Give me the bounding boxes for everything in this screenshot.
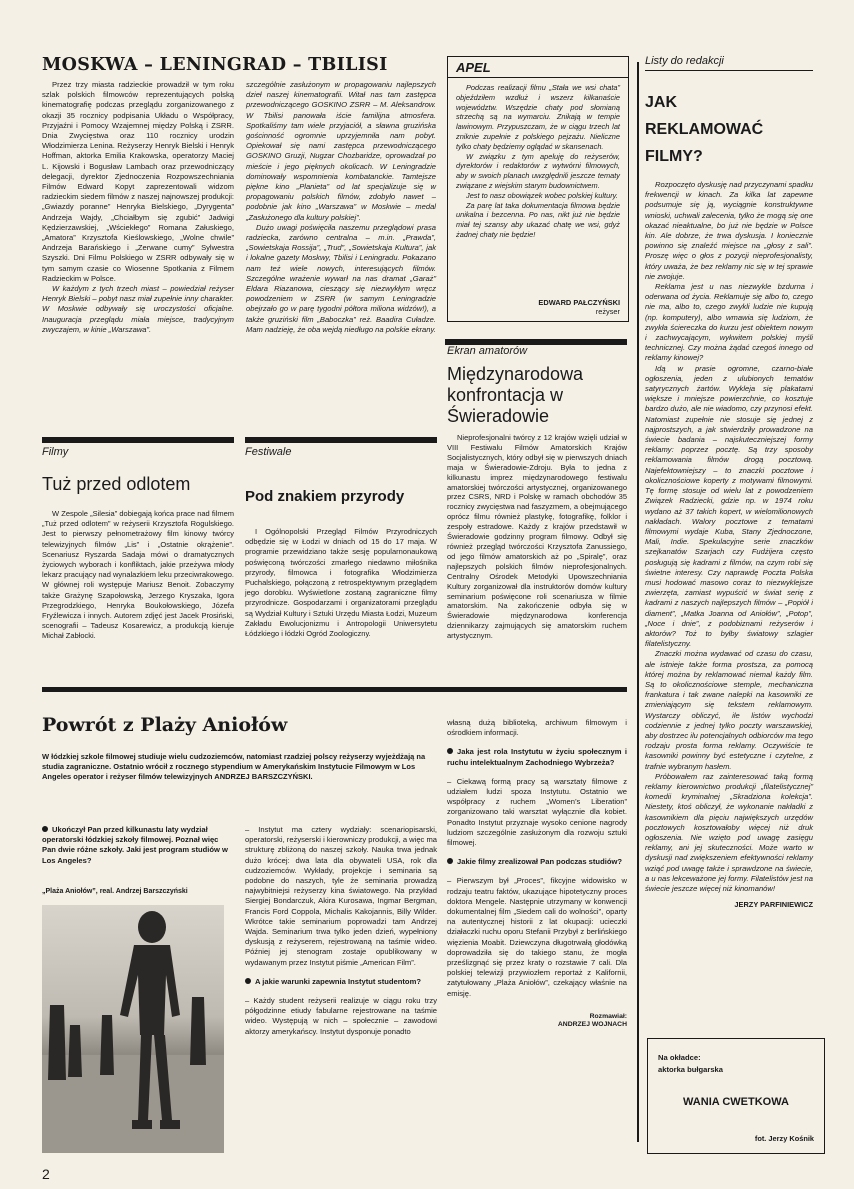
apel-sig-name: EDWARD PAŁCZYŃSKI (538, 298, 620, 307)
listy-body (645, 180, 813, 894)
moskwa-article (42, 55, 436, 335)
festiwale-title: Pod znakiem przyrody (245, 488, 405, 505)
powrot-col-3 (447, 718, 627, 1030)
filmy-title: Tuż przed odlotem (42, 474, 191, 494)
moskwa-col-2 (246, 80, 436, 335)
festiwale-para: I Ogólnopolski Przegląd Filmów Przyrodniczych odbędzie się w Łodzi w dniach od 15 do 17 maja. W programie przewidziano także sesję popularnonaukową poświęconą twórczości zmarłego niedawno miłośnika przyrody, filmowca i fotografika Włodzimierza Puchalskiego, połączoną z retrospektywnym przeglądem jego dorobku. Wyświetlone zostaną zagraniczne filmy przyrodnicze. Gospodarzami i organizatorami przeglądu są Wydział Kultury i Sztuki Urzędu Miasta Łodzi, Muzeum Zakładu Ewolucjonizmu i Antropologii Uniwersytetu Łódzkiego i łódzki Ogród Zoologiczny. (245, 527, 437, 639)
listy-para: Reklama jest u nas niezwykle bzdurna i oderwana od życia. Reklamuje się albo to, czego nie ma, albo to, czego zwykli ludzie nie kupują (np. komputery), albo wmawia się ludziom, że zwykła ściereczka do kurzu jest obiektem nowym i zachwycającym, wykwitem polskiej myśli technicznej. Czy można żądać czegoś innego od reklamy kinowej? (645, 282, 813, 363)
powrot-q1: Ukończył Pan przed kilkunastu laty wydział operatorski łódzkiej szkoły filmowej. Poznał więc Pan dwie różne szkoły. Jaki jest program studiów w Los Angeles? (42, 825, 228, 865)
powrot-header (42, 714, 442, 783)
festiwale-rule (245, 437, 437, 443)
listy-kicker: Listy do redakcji (645, 55, 724, 67)
powrot-answer: – Każdy student reżyserii realizuje w ciągu roku trzy półgodzinne etiudy fabularne rejestrowane na taśmie wideo. Występują w nich – społecznie – zawodowi aktorzy amerykańscy. Instytut dysponuje ponadto (245, 996, 437, 1036)
powrot-answer: – Ciekawą formą pracy są warsztaty filmowe z udziałem ludzi spoza Instytutu. Ostatnio we współpracy z ruchem „Women’s Liberation” zorganizowano taki warsztat wyłącznie dla kobiet. Ponadto Instytut przyznaje wysoko cenione nagrody ludziom szczególnie zasłużonym dla rozwoju sztuki filmowej. (447, 776, 627, 848)
apel-title: APEL (448, 57, 628, 78)
powrot-col-2 (245, 825, 437, 1037)
moskwa-title: MOSKWA – LENINGRAD – TBILISI (42, 55, 388, 75)
listy-para: Rozpoczęto dyskusję nad przyczynami spadku frekwencji w kinach. Za kilka lat zapewne podsumuje się ją, wyciągnie konstruktywne wnioski, uchwali zalecenia, tylko że mogą się one okazać nieaktualne, bo już nie będzie w Polsce kin. Ale dobrze, że trwa dyskusja. I koniecznie powinno się znaleźć miejsce na „głosy z sali”. Proszę więc o głos z pozycji nieprofesjonalisty, który uważa, że bez reklamy nic się w tej sprawie nie zwojuje. (645, 180, 813, 281)
section-divider (42, 687, 627, 692)
listy-para: Próbowałem raz zainteresować taką formą reklamy kierownictwo produkcji „filatelistycznej” komedii kryminalnej „Skradziona kolekcja”. Niestety, ktoś obliczył, że wykonanie nakładki z kasownikiem dla pięciu największych urzędów pocztowych kosztowałoby więcej niż druk ogłoszenia. Nie wzięto pod uwagę zasięgu reklamy, ani jej skuteczności. Może warto w dyskusji nad zwiększeniem efektywności reklamy wziąć pod uwagę także i sprawdzone na świecie, a u nas lekceważone jej formy. Filatelistów jest na świecie jeszcze więcej niż kinomanów! (645, 771, 813, 894)
ekran-para: Nieprofesjonalni twórcy z 12 krajów wzięli udział w VIII Festiwalu Filmów Amatorskich Krajów Socjalistycznych, który odbył się w pierwszych dniach maja w Świeradowie-Zdroju. Była to jedna z kilkunastu imprez międzynarodowego festiwalu amatorskiej twórczości artystycznej, organizowanego przez CSRS, NRD i Polskę w ramach obchodów 35 rocznicy zwycięstwa nad faszyzmem, a obejmującego oprócz filmu również plastykę, fotografikę, folklor i zespoły estradowe. Każdy z krajów przedstawił w Świeradowie godzinny program filmowy. Odbył się również przegląd twórczości Krzysztofa Zanussiego, od jego filmów amatorskich aż po „Spiralę”, oraz najlepszych polskich filmów nieprofesjonalnych. Centralny Ośrodek Metodyki Upowszechniania Kultury zorganizował dla instruktorów domów kultury seminarium poświęcone roli scenariusza w filmie amatorskim. Na zakończenie odbyła się w Świeradowie międzynarodowa konferencja dziennikarzy zajmujących się amatorskim ruchem artystycznym. (447, 433, 627, 641)
powrot-question (447, 857, 627, 867)
bullet-icon (42, 826, 48, 832)
filmy-kicker: Filmy (42, 446, 69, 458)
filmy-article (42, 446, 234, 642)
moskwa-col-1 (42, 80, 234, 335)
apel-sig-role: reżyser (595, 307, 620, 316)
bullet-icon (245, 978, 251, 984)
bullet-icon (447, 748, 453, 754)
moskwa-para: Dużo uwagi poświęciła naszemu przeglądowi prasa radziecka, zarówno centralna – m.in. „Prawda”, „Sowietskaja Rossija”, „Trud”, „Sowietskaja Kultura”, jak i lokalne gazety Moskwy, Tbilisi i Leningradu. Pokazano nam też wiele nowych, interesujących filmów. Szczególne wrażenie wywarł na nas dramat „Garaż” Eldara Riazanowa, cieszący się niezwykłym wręcz powodzeniem w ZSRR (w samym Leningradzie obejrzało go w parę tygodni półtora miliona widzów!), a także gruziński film „Baboczka” reż. Baadira Cuładze. Mam nadzieję, że oba wejdą niedługo na polskie ekrany. (246, 222, 436, 334)
listy-title: JAK REKLAMOWAĆ FILMY? (645, 94, 764, 165)
moskwa-para: Przez trzy miasta radzieckie prowadził w tym roku szlak polskich filmowców reprezentujących polską kinematografię podczas przeglądu zorganizowanego z okazji 35 rocznicy podpisania Układu o Współpracy, Przyjaźni i Pomocy Wzajemnej między Polską i ZSRR. Dnia Zwycięstwa oraz 110 rocznicy urodzin Włodzimierza Lenina. Reżyserzy Henryk Bielski i Henryk Hoffman, aktorka Emilia Krakowska, operatorzy Maciej L. Kijowski i Bogusław Lambach oraz przewodniczący delegacji, dyrektor Zjednoczenia Rozpowszechniania Filmów Edward Kopyt zaprezentowali widzom radzieckim siedem filmów z naszej najnowszej produkcji: „Gwiazdy poranne” Henryka Bielskiego, „Dyrygenta” Andrzeja Wajdy, „Chciałbym się zgubić” Jadwigi Kędzierzawskiej, „Wściekłego” Romana Załuskiego, „Amatora” Krzysztofa Kieślowskiego, „Wolne chwile” Andrzeja Barańskiego i „Zerwane cumy” Sylwestra Szyszki. Dni Filmu Polskiego w ZSRR odbywały się w tym samym czasie co Wiosenne Spotkania z Filmem Radzieckim w Polsce. (42, 80, 234, 283)
powrot-sig-label: Rozmawiał: (589, 1012, 627, 1020)
bullet-icon (447, 858, 453, 864)
listy-para: Idą w prasie ogromne, czarno-białe ogłoszenia, jeden z ulubionych tematów satyrycznych żartów. Wykleja się plakatami większe i mniejsze powierzchnie, co kosztuje bardzo dużo, ale nie wiadomo, czy przynosi efekt. Natomiast zupełnie nie stosuje się jednej z najprostszych, a jak stwierdziły prowadzone na świecie badania – najskuteczniejszej formy reklamy: poprzez pocztę. Są trzy sposoby reklamowania filmów drogą pocztową. Najefektowniejszy – to znaczki pocztowe i okolicznościowe koperty z motywami filmowymi. Tę formę stosuje od wielu lat z powodzeniem Związek Radziecki, gdzie np. w 1974 roku wydano aż 37 takich kopert, w wielomilionowych nakładach. Walory pocztowe z tematami filmowymi wydaje Kuba, Stany Zjednoczone, Mali, Indie. Spekulacyjne serie znaczków szejkanatów Szarjach czy Fudżijera często posługują się kadrami z filmów, na czym robi się świetne interesy. Czy naprawdę Poczta Polska musi hodować masowo coraz to niezwyklejsze zwierzęta, zamiast wypuścić w świat serię z kadrami z naszych najlepszych filmów – „Popiół i diament”, „Matka Joanna od Aniołów”, „Potop”, „Noce i dnie”, z podobiznami reżyserów i aktorów? Toż to byłby światowy szlagier filatelistyczny. (645, 363, 813, 649)
powrot-question (42, 825, 232, 866)
cover-role: aktorka bułgarska (658, 1065, 723, 1074)
powrot-q2: A jakie warunki zapewnia Instytut studentom? (255, 976, 421, 986)
filmy-rule (42, 437, 234, 443)
ekran-article (447, 345, 627, 641)
powrot-q4: Jakie filmy zrealizował Pan podczas studiów? (457, 857, 623, 867)
listy-signature: JERZY PARFINIEWICZ (734, 900, 813, 910)
listy-article (645, 55, 813, 909)
listy-rule (645, 70, 813, 71)
apel-para: Jest to nasz obowiązek wobec polskiej kultury. (466, 190, 618, 200)
cover-name: WANIA CWETKOWA (683, 1096, 789, 1108)
powrot-answer: – Pierwszym był „Proces”, fikcyjne widowisko w rodzaju teatru faktów, ukazujące hipotetyczny proces doktora Mengele. Następnie utrzymany w konwencji dokumentalnej film „Siedem cali do wolności”, oparty na autentycznej historii z lat okupacji: ucieczki działaczki ruchu oporu Stefanii Przybył z berlińskiego więzienia Moabit. Dziewczyna długotrwałą głodówką doprowadziła się do takiego stanu, że mogła prześlizgnąć się przez kraty o rozstawie 7 cali. Dla polskiej telewizji przywiozłem reportaż z Kalifornii, zatytułowany „Plaża Aniołów”, czekający właśnie na emisję. (447, 876, 627, 998)
moskwa-para: szczególnie zasłużonym w propagowaniu najlepszych dzieł naszej kinematografii. Witał nas tam zastępca przewodniczącego GOSKINO ZSRR – M. Aleksandrow. W Tbilisi panowała iście familijna atmosfera. Spotkaliśmy tam wiele przyjaciół, a sławna gruzińska gościnność ogromnie uprzyjemniła nam pobyt. Opiekował się nami zastępca przewodniczącego GOSKINO Gruzji, Nugzar Chozbaridze, oprowadzał po mieście i jego pięknych okolicach. W Leningradzie dominowały wspomnienia kombatanckie. Tamtejsze piękne kino „Planieta” od lat specjalizuje się w propagowaniu polskich filmów, zdobyło nawet – podobnie jak kino „Warszawa” w Moskwie – medal „Zasłużonego dla kultury polskiej”. (246, 80, 436, 222)
filmy-para: W Zespole „Silesia” dobiegają końca prace nad filmem „Tuż przed odlotem” w reżyserii Krzysztofa Rogulskiego. Jest to pierwszy pełnometrażowy film kinowy twórcy telewizyjnych filmów „Lis” i „Ostatnie okrążenie”. Scenariusz Ryszarda Sadaja mówi o dramatycznych życiowych wyborach i konfliktach, jakie przeżywa młody lekarz pracujący nad wynalazkiem leku przeciwrakowego. W głównej roli występuje Mariusz Benoit. Zobaczymy także Grażynę Szapołowską, Jerzego Kryszaka, Igora Przegrodzkiego, Henryka Boukołowskiego, Józefa Fryźlewicza i innych. Autorem zdjęć jest Jacek Prosiński, scenografii – Tadeusz Kosarewicz, a produkcją kieruje Michał Zabłocki. (42, 509, 234, 641)
powrot-answer: własną dużą biblioteką, archiwum filmowym i ośrodkiem informacji. (447, 718, 627, 738)
ekran-kicker: Ekran amatorów (447, 345, 528, 357)
page-number: 2 (42, 1166, 50, 1182)
powrot-col-1 (42, 825, 232, 895)
photo-caption: „Plaża Aniołów”, real. Andrzej Barszczyński (42, 887, 188, 895)
ekran-body (447, 433, 627, 641)
powrot-q3: Jaka jest rola Instytutu w życiu społecznym i ruchu intelektualnym Zachodniego Wybrzeża? (447, 747, 627, 767)
cover-label: Na okładce: (658, 1053, 701, 1062)
moskwa-para: W każdym z tych trzech miast – powiedział reżyser Henryk Bielski – pobyt nasz miał zupełnie inny charakter. W Moskwie odbywały się uroczystości oficjalne. Inauguracja przeglądu miała miejsce, tradycyjnym zwyczajem, w kinie „Warszawa”. (42, 284, 234, 334)
cover-credit: fot. Jerzy Kośnik (754, 1134, 814, 1143)
festiwale-article (245, 446, 437, 639)
powrot-question (447, 747, 627, 767)
apel-box (447, 56, 629, 322)
listy-side-rule (637, 62, 639, 1142)
apel-para: Za parę lat taka dokumentacja filmowa będzie unikalna i bezcenna. Po nas, nikt już nie będzie miał tej szansy aby ukazać chatę we wsi, gdyż żadnej chaty nie będzie! (456, 200, 620, 239)
powrot-question (245, 977, 437, 987)
filmy-body (42, 509, 234, 642)
powrot-sig-name: ANDRZEJ WOJNACH (557, 1021, 627, 1029)
listy-para: Znaczki można wydawać od czasu do czasu, ale istnieje także forma prostsza, za pomocą której można by reklamować niemal każdy film. Są to okolicznościowe stemple, mechaniczna frankatura i tak zwane nalepki na kasowniki ze zmieniającym się tekstem reklamowym. Wystarczy obliczyć, ile listów wychodzi codziennie z jednej tylko poczty warszawskiej, aby dostrzec ilu potencjalnych odbiorców ma tego rodzaju prosta forma reklamy. Oczywiście te kasowniki powinny być estetyczne i czytelne, z trafnie wybranym hasłem. (645, 649, 813, 771)
cover-info (648, 1039, 824, 1076)
apel-signature (538, 298, 620, 316)
skater-figure-image (42, 905, 224, 1153)
cover-info-box (647, 1038, 825, 1154)
festiwale-body (245, 527, 437, 639)
powrot-answer: – Instytut ma cztery wydziały: scenariopisarski, operatorski, reżyserski i kierowniczy produkcji, a więc ma strukturę zbliżoną do naszej szkoły. Nauka trwa jednak dużo krócej: dwa lata dla obywateli USA, rok dla cudzoziemców. Wykłady, projekcje i seminaria są podobne do naszych, tyle że seminaria prowadzą najwybitniejsi reżyserzy kina światowego. Na przykład Siergiej Bondarczuk, Akira Kurosawa, Ingmar Bergman, Francis Ford Coppola, Michalis Kakojannis, Billy Wilder. Wkrótce takie seminarium poprowadzi tam Andrzej Wajda. Seminarium trwa tylko jeden dzień, wypełniony dyskusją z reżyserem, rejestrowaną na taśmie wideo. Później jej stenogram zostaje opublikowany w wydawanym przez Instytut piśmie „American Film”. (245, 825, 438, 967)
ekran-title: Międzynarodowa konfrontacja w Świeradowie (447, 364, 584, 426)
apel-para: W związku z tym apeluję do reżyserów, dyrektorów i redaktorów z wytwórni filmowych, aby w swoich planach uwzględnili jeszcze tematy związane z wiejskim starym budownictwem. (456, 151, 620, 190)
apel-para: Podczas realizacji filmu „Stała we wsi chata” objeździłem wzdłuż i wszerz kilkanaście województw. Wszędzie chaty pod słomianą strzechą są na wymarciu. Znikają w tempie lawinowym. Przypuszczam, że w ciągu trzech lat zniknie zupełnie z polskiego pejzażu. Nieliczne tylko chaty będziemy oglądać w skansenach. (456, 83, 620, 151)
powrot-lead: W łódzkiej szkole filmowej studiuje wielu cudzoziemców, natomiast rzadziej polscy reżyserzy wyjeżdżają na studia zagraniczne. Ostatnio wrócił z rocznego stypendium w Amerykańskim Instytucie Filmowym w Los Angeles operator i reżyser filmów telewizyjnych ANDRZEJ BARSZCZYŃSKI. (42, 752, 426, 782)
powrot-title: Powrót z Plaży Aniołów (42, 714, 288, 736)
powrot-signature (447, 1013, 627, 1030)
film-still-photo (42, 905, 224, 1153)
festiwale-kicker: Festiwale (245, 446, 292, 458)
apel-body (448, 78, 628, 240)
